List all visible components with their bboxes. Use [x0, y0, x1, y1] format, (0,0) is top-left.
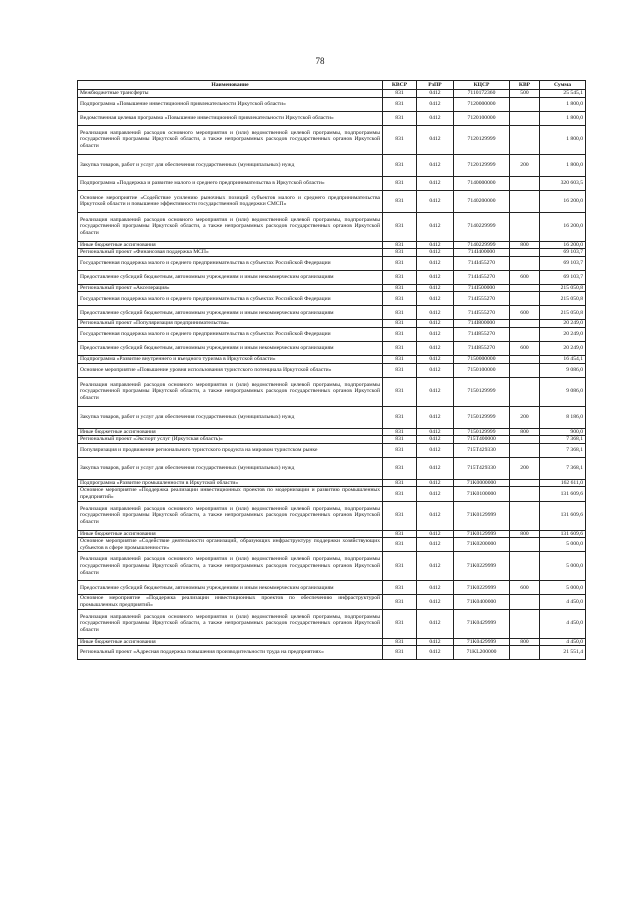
- table-row: [78, 609, 586, 638]
- row-rzpr: 0412: [417, 487, 454, 501]
- row-name: Региональный проект «Экспорт услуг (Иркутская область)»: [78, 436, 383, 444]
- row-name: Межбюджетные трансферты: [78, 90, 383, 98]
- row-kcsr: 714I855270: [454, 327, 510, 341]
- table-row: [78, 241, 586, 249]
- table-row: [78, 501, 586, 530]
- row-rzpr: 0412: [417, 284, 454, 292]
- row-rzpr: 0412: [417, 552, 454, 581]
- row-kcsr: 7110172360: [454, 90, 510, 98]
- row-kvr: [510, 355, 540, 363]
- row-kcsr: 71K0229999: [454, 552, 510, 581]
- table-row: [78, 638, 586, 646]
- row-sum: 69 103,7: [540, 270, 586, 284]
- row-name: Иные бюджетные ассигнования: [78, 428, 383, 436]
- row-kvsr: 831: [383, 97, 417, 111]
- row-kcsr: 715T429330: [454, 443, 510, 457]
- row-name: Реализация направлений расходов основного мероприятия и (или) ведомственной целевой программы, подпрограммы государственной программы Иркутской области, а также непрограммных расходов государственных органов Иркутской области: [78, 552, 383, 581]
- row-rzpr: 0412: [417, 646, 454, 660]
- row-rzpr: 0412: [417, 377, 454, 406]
- table-row: [78, 552, 586, 581]
- row-name: Закупка товаров, работ и услуг для обеспечения государственных (муниципальных) нужд: [78, 457, 383, 479]
- row-rzpr: 0412: [417, 256, 454, 270]
- row-kvsr: 831: [383, 552, 417, 581]
- row-kcsr: 714I855270: [454, 341, 510, 355]
- row-kvsr: 831: [383, 406, 417, 428]
- row-name: Реализация направлений расходов основного мероприятия и (или) ведомственной целевой программы, подпрограммы государственной программы Иркутской области, а также непрограммных расходов государственных органов Иркутской области: [78, 125, 383, 154]
- row-name: Иные бюджетные ассигнования: [78, 241, 383, 249]
- row-kcsr: 715T400000: [454, 436, 510, 444]
- row-kcsr: 714I800000: [454, 320, 510, 328]
- row-rzpr: 0412: [417, 609, 454, 638]
- row-rzpr: 0412: [417, 111, 454, 125]
- table-row: [78, 249, 586, 257]
- row-sum: 20 249,0: [540, 341, 586, 355]
- row-kcsr: 7120129999: [454, 154, 510, 176]
- table-body: [78, 90, 586, 660]
- row-kvr: 800: [510, 638, 540, 646]
- row-kvsr: 831: [383, 355, 417, 363]
- row-kcsr: 71K0400000: [454, 595, 510, 609]
- row-sum: 16 454,1: [540, 355, 586, 363]
- row-sum: 7 368,1: [540, 457, 586, 479]
- table-row: [78, 355, 586, 363]
- row-kvr: [510, 212, 540, 241]
- row-rzpr: 0412: [417, 154, 454, 176]
- row-kvsr: 831: [383, 306, 417, 320]
- row-rzpr: 0412: [417, 306, 454, 320]
- row-kcsr: 714I555270: [454, 306, 510, 320]
- row-kvsr: 831: [383, 638, 417, 646]
- row-name: Предоставление субсидий бюджетным, автономным учреждениям и иным некоммерческим организациям: [78, 341, 383, 355]
- row-kvr: [510, 249, 540, 257]
- table-row: [78, 436, 586, 444]
- row-name: Основное мероприятие «Поддержка реализации инвестиционных проектов по обеспечению инфраструктурой промышленных предприятий»: [78, 595, 383, 609]
- row-kvr: [510, 609, 540, 638]
- row-kvr: 600: [510, 581, 540, 595]
- row-kvr: [510, 487, 540, 501]
- row-kvsr: 831: [383, 487, 417, 501]
- row-name: Подпрограмма «Развитие промышленности в Иркутской области»: [78, 479, 383, 487]
- row-rzpr: 0412: [417, 190, 454, 212]
- row-rzpr: 0412: [417, 355, 454, 363]
- row-rzpr: 0412: [417, 176, 454, 190]
- row-sum: 1 800,0: [540, 154, 586, 176]
- row-kvr: [510, 436, 540, 444]
- row-kvr: 800: [510, 241, 540, 249]
- table-row: [78, 111, 586, 125]
- row-kcsr: 71K0200000: [454, 538, 510, 552]
- header-kvsr: КВСР: [383, 81, 417, 90]
- table-row: [78, 341, 586, 355]
- row-name: Предоставление субсидий бюджетным, автономным учреждениям и иным некоммерческим организациям: [78, 270, 383, 284]
- row-kvsr: 831: [383, 176, 417, 190]
- row-kvsr: 831: [383, 154, 417, 176]
- table-row: [78, 530, 586, 538]
- table-row: [78, 256, 586, 270]
- row-kvr: 200: [510, 154, 540, 176]
- row-rzpr: 0412: [417, 581, 454, 595]
- row-name: Иные бюджетные ассигнования: [78, 530, 383, 538]
- row-name: Закупка товаров, работ и услуг для обеспечения государственных (муниципальных) нужд: [78, 154, 383, 176]
- row-kvr: 800: [510, 428, 540, 436]
- table-row: [78, 646, 586, 660]
- row-name: Популяризация и продвижение регионального туристского продукта на мировом туристском рынке: [78, 443, 383, 457]
- row-kvsr: 831: [383, 436, 417, 444]
- row-rzpr: 0412: [417, 363, 454, 377]
- row-sum: 4 450,0: [540, 595, 586, 609]
- table-row: [78, 306, 586, 320]
- row-sum: 16 200,0: [540, 190, 586, 212]
- table-row: [78, 97, 586, 111]
- row-name: Подпрограмма «Повышение инвестиционной привлекательности Иркутской области»: [78, 97, 383, 111]
- row-name: Иные бюджетные ассигнования: [78, 638, 383, 646]
- row-sum: 9 086,0: [540, 363, 586, 377]
- row-sum: 215 050,8: [540, 306, 586, 320]
- row-sum: 162 611,0: [540, 479, 586, 487]
- row-kcsr: 7120100000: [454, 111, 510, 125]
- row-kvr: [510, 190, 540, 212]
- table-row: [78, 479, 586, 487]
- row-sum: 5 000,0: [540, 581, 586, 595]
- row-sum: 21 551,4: [540, 646, 586, 660]
- row-name: Государственная поддержка малого и среднего предпринимательства в субъектах Российской Федерации: [78, 292, 383, 306]
- row-sum: 320 603,5: [540, 176, 586, 190]
- row-sum: 131 609,6: [540, 501, 586, 530]
- row-rzpr: 0412: [417, 479, 454, 487]
- row-kvsr: 831: [383, 363, 417, 377]
- row-kvr: [510, 125, 540, 154]
- table-row: [78, 457, 586, 479]
- row-kvr: [510, 595, 540, 609]
- row-rzpr: 0412: [417, 428, 454, 436]
- row-kvr: [510, 646, 540, 660]
- row-kvsr: 831: [383, 377, 417, 406]
- row-kvsr: 831: [383, 320, 417, 328]
- row-kcsr: 71K0429999: [454, 609, 510, 638]
- table-row: [78, 284, 586, 292]
- row-kcsr: 714I400000: [454, 249, 510, 257]
- row-kcsr: 714I455270: [454, 256, 510, 270]
- header-sum: Сумма: [540, 81, 586, 90]
- row-name: Закупка товаров, работ и услуг для обеспечения государственных (муниципальных) нужд: [78, 406, 383, 428]
- row-rzpr: 0412: [417, 125, 454, 154]
- row-rzpr: 0412: [417, 241, 454, 249]
- row-kcsr: 7140000000: [454, 176, 510, 190]
- table-row: [78, 125, 586, 154]
- row-sum: 7 368,1: [540, 436, 586, 444]
- table-row: [78, 487, 586, 501]
- row-kvr: [510, 377, 540, 406]
- table-row: [78, 406, 586, 428]
- row-kcsr: 7150129999: [454, 377, 510, 406]
- table-row: [78, 212, 586, 241]
- row-kcsr: 7150129999: [454, 406, 510, 428]
- row-kcsr: 714I555270: [454, 292, 510, 306]
- row-sum: 900,0: [540, 428, 586, 436]
- row-sum: 5 000,0: [540, 552, 586, 581]
- page-number: 78: [315, 56, 325, 66]
- row-kvr: [510, 479, 540, 487]
- header-kvr: КВР: [510, 81, 540, 90]
- row-sum: 8 186,0: [540, 406, 586, 428]
- row-kvsr: 831: [383, 292, 417, 306]
- row-kcsr: 71K0229999: [454, 581, 510, 595]
- row-name: Реализация направлений расходов основного мероприятия и (или) ведомственной целевой программы, подпрограммы государственной программы Иркутской области, а также непрограммных расходов государственных органов Иркутской области: [78, 609, 383, 638]
- row-name: Основное мероприятие «Поддержка реализации инвестиционных проектов по модернизации и развитию промышленных предприятий»: [78, 487, 383, 501]
- row-kvsr: 831: [383, 270, 417, 284]
- row-rzpr: 0412: [417, 436, 454, 444]
- table-row: [78, 270, 586, 284]
- row-kvsr: 831: [383, 428, 417, 436]
- row-kvr: 500: [510, 90, 540, 98]
- row-kvsr: 831: [383, 241, 417, 249]
- table-row: [78, 581, 586, 595]
- row-kvr: 800: [510, 530, 540, 538]
- row-kcsr: 7150100000: [454, 363, 510, 377]
- row-kvsr: 831: [383, 457, 417, 479]
- header-kcsr: КЦСР: [454, 81, 510, 90]
- row-sum: 69 103,7: [540, 249, 586, 257]
- row-kvr: [510, 284, 540, 292]
- row-kcsr: 71K0129999: [454, 530, 510, 538]
- row-name: Реализация направлений расходов основного мероприятия и (или) ведомственной целевой программы, подпрограммы государственной программы Иркутской области, а также непрограммных расходов государственных органов Иркутской области: [78, 501, 383, 530]
- row-sum: 69 103,7: [540, 256, 586, 270]
- row-kvr: [510, 327, 540, 341]
- row-kcsr: 714I455270: [454, 270, 510, 284]
- row-kvsr: 831: [383, 212, 417, 241]
- row-sum: 25 545,1: [540, 90, 586, 98]
- row-rzpr: 0412: [417, 501, 454, 530]
- row-kvsr: 831: [383, 646, 417, 660]
- row-kvsr: 831: [383, 501, 417, 530]
- table-row: [78, 176, 586, 190]
- row-kvsr: 831: [383, 249, 417, 257]
- row-rzpr: 0412: [417, 595, 454, 609]
- row-sum: 1 800,0: [540, 97, 586, 111]
- table-row: [78, 292, 586, 306]
- row-kvr: 600: [510, 306, 540, 320]
- row-name: Предоставление субсидий бюджетным, автономным учреждениям и иным некоммерческим организациям: [78, 581, 383, 595]
- row-kvr: [510, 363, 540, 377]
- row-kcsr: 71K0429999: [454, 638, 510, 646]
- row-name: Региональный проект «Адресная поддержка повышения производительности труда на предприятиях»: [78, 646, 383, 660]
- row-kvr: [510, 97, 540, 111]
- row-name: Реализация направлений расходов основного мероприятия и (или) ведомственной целевой программы, подпрограммы государственной программы Иркутской области, а также непрограммных расходов государственных органов Иркутской области: [78, 212, 383, 241]
- row-kcsr: 71KL200000: [454, 646, 510, 660]
- row-kvsr: 831: [383, 284, 417, 292]
- row-kvsr: 831: [383, 111, 417, 125]
- row-name: Реализация направлений расходов основного мероприятия и (или) ведомственной целевой программы, подпрограммы государственной программы Иркутской области, а также непрограммных расходов государственных органов Иркутской области: [78, 377, 383, 406]
- row-rzpr: 0412: [417, 90, 454, 98]
- table-row: [78, 443, 586, 457]
- row-kvsr: 831: [383, 90, 417, 98]
- row-kvsr: 831: [383, 581, 417, 595]
- row-kvsr: 831: [383, 341, 417, 355]
- row-kcsr: 71K0129999: [454, 501, 510, 530]
- row-name: Подпрограмма «Развитие внутреннего и въездного туризма в Иркутской области»: [78, 355, 383, 363]
- row-sum: 16 200,0: [540, 241, 586, 249]
- table-row: [78, 154, 586, 176]
- row-rzpr: 0412: [417, 327, 454, 341]
- table-row: [78, 595, 586, 609]
- row-sum: 131 609,6: [540, 530, 586, 538]
- row-kvr: [510, 176, 540, 190]
- row-sum: 215 050,8: [540, 292, 586, 306]
- row-kvr: 600: [510, 341, 540, 355]
- row-sum: 4 450,0: [540, 638, 586, 646]
- row-kvsr: 831: [383, 125, 417, 154]
- row-sum: 215 050,8: [540, 284, 586, 292]
- row-name: Основное мероприятие «Содействие деятельности организаций, образующих инфраструктуру поддержки хозяйствующих субъектов в сфере промышленности»: [78, 538, 383, 552]
- row-kcsr: 7140229999: [454, 212, 510, 241]
- row-sum: 20 249,0: [540, 320, 586, 328]
- row-rzpr: 0412: [417, 292, 454, 306]
- row-name: Подпрограмма «Поддержка и развитие малого и среднего предпринимательства в Иркутской области»: [78, 176, 383, 190]
- row-sum: 7 368,1: [540, 443, 586, 457]
- row-rzpr: 0412: [417, 457, 454, 479]
- row-kcsr: 7140200000: [454, 190, 510, 212]
- row-kvsr: 831: [383, 538, 417, 552]
- row-name: Основное мероприятие «Содействие усилению рыночных позиций субъектов малого и среднего предпринимательства Иркутской области и повышение эффективности государственной поддержки СМСП»: [78, 190, 383, 212]
- row-kcsr: 714I500000: [454, 284, 510, 292]
- row-sum: 131 609,6: [540, 487, 586, 501]
- row-kcsr: 7120000000: [454, 97, 510, 111]
- row-kvsr: 831: [383, 256, 417, 270]
- row-name: Государственная поддержка малого и среднего предпринимательства в субъектах Российской Федерации: [78, 327, 383, 341]
- row-sum: 5 000,0: [540, 538, 586, 552]
- row-kvsr: 831: [383, 190, 417, 212]
- row-sum: 4 450,0: [540, 609, 586, 638]
- table-row: [78, 428, 586, 436]
- table-row: [78, 377, 586, 406]
- row-rzpr: 0412: [417, 249, 454, 257]
- row-rzpr: 0412: [417, 97, 454, 111]
- row-sum: 1 800,0: [540, 111, 586, 125]
- row-kvsr: 831: [383, 609, 417, 638]
- row-rzpr: 0412: [417, 530, 454, 538]
- row-kvr: [510, 292, 540, 306]
- row-rzpr: 0412: [417, 538, 454, 552]
- row-kvsr: 831: [383, 327, 417, 341]
- row-name: Региональный проект «Акселерация»: [78, 284, 383, 292]
- row-kvr: [510, 320, 540, 328]
- row-rzpr: 0412: [417, 443, 454, 457]
- row-kvsr: 831: [383, 595, 417, 609]
- row-kvr: [510, 538, 540, 552]
- row-kcsr: 7150000000: [454, 355, 510, 363]
- row-kvr: 200: [510, 406, 540, 428]
- row-name: Ведомственная целевая программа «Повышение инвестиционной привлекательности Иркутской области»: [78, 111, 383, 125]
- row-name: Региональный проект «Финансовая поддержка МСП»: [78, 249, 383, 257]
- row-kvsr: 831: [383, 443, 417, 457]
- row-kcsr: 7120129999: [454, 125, 510, 154]
- header-name: Наименование: [78, 81, 383, 90]
- row-kcsr: 715T429330: [454, 457, 510, 479]
- row-kvsr: 831: [383, 530, 417, 538]
- row-kvr: [510, 111, 540, 125]
- row-kvr: 200: [510, 457, 540, 479]
- budget-table: [77, 80, 586, 660]
- table-row: [78, 538, 586, 552]
- table-row: [78, 190, 586, 212]
- row-kcsr: 7150129999: [454, 428, 510, 436]
- table-header: [78, 81, 586, 90]
- row-rzpr: 0412: [417, 406, 454, 428]
- row-kvr: [510, 552, 540, 581]
- row-rzpr: 0412: [417, 638, 454, 646]
- row-kcsr: 71K0100000: [454, 487, 510, 501]
- row-rzpr: 0412: [417, 270, 454, 284]
- row-sum: 20 249,0: [540, 327, 586, 341]
- row-kcsr: 7140229999: [454, 241, 510, 249]
- row-kvr: 600: [510, 270, 540, 284]
- row-name: Государственная поддержка малого и среднего предпринимательства в субъектах Российской Федерации: [78, 256, 383, 270]
- row-sum: 16 200,0: [540, 212, 586, 241]
- row-name: Основное мероприятие «Повышение уровня использования туристского потенциала Иркутской области»: [78, 363, 383, 377]
- row-sum: 9 086,0: [540, 377, 586, 406]
- row-rzpr: 0412: [417, 212, 454, 241]
- row-name: Региональный проект «Популяризация предпринимательства»: [78, 320, 383, 328]
- row-kvsr: 831: [383, 479, 417, 487]
- table-row: [78, 327, 586, 341]
- row-rzpr: 0412: [417, 341, 454, 355]
- table-row: [78, 90, 586, 98]
- header-rzpr: РзПР: [417, 81, 454, 90]
- row-kvr: [510, 501, 540, 530]
- table-row: [78, 320, 586, 328]
- table-row: [78, 363, 586, 377]
- row-name: Предоставление субсидий бюджетным, автономным учреждениям и иным некоммерческим организациям: [78, 306, 383, 320]
- row-sum: 1 800,0: [540, 125, 586, 154]
- row-kvr: [510, 443, 540, 457]
- row-kcsr: 71K0000000: [454, 479, 510, 487]
- row-kvr: [510, 256, 540, 270]
- row-rzpr: 0412: [417, 320, 454, 328]
